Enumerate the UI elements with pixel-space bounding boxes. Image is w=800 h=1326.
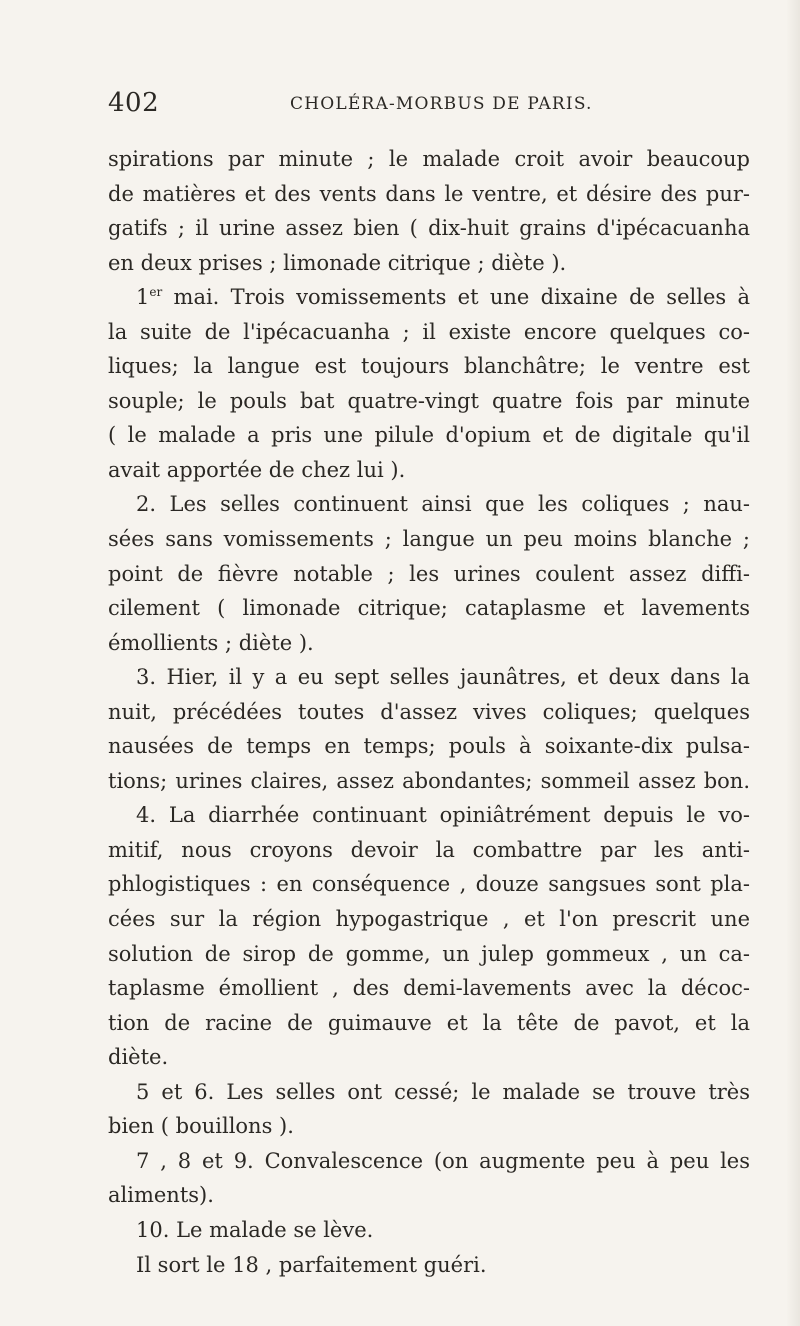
text-line: Il sort le 18 , parfaitement guéri. [136,1252,487,1277]
text-line-rest: mai. Trois vomissements et une dixaine de selles à [173,285,750,310]
text-line: souple; le pouls bat quatre-vingt quatre fois par minute [108,388,750,413]
text-line: de matières et des vents dans le ventre, et désire des pur- [108,181,750,206]
text-line: bien ( bouillons ). [108,1114,294,1139]
date-number: 1 [136,285,150,310]
page-header [108,88,748,128]
text-line: 4. La diarrhée continuant opiniâtrément depuis le vo- [136,803,750,828]
text-line: gatifs ; il urine assez bien ( dix-huit grains d'ipécacuanha [108,216,750,241]
text-line: avait apportée de chez lui ). [108,457,406,482]
text-line: 3. Hier, il y a eu sept selles jaunâtres, et deux dans la [136,665,750,690]
text-line: sées sans vomissements ; langue un peu moins blanche ; [108,527,750,552]
text-line: cées sur la région hypogastrique , et l'on prescrit une [108,907,750,932]
text-line: liques; la langue est toujours blanchâtre; le ventre est [108,354,750,379]
text-line [108,280,750,315]
text-line: phlogistiques : en conséquence , douze sangsues sont pla- [108,872,750,897]
text-line: tion de racine de guimauve et la tête de pavot, et la [108,1010,750,1035]
text-line: ( le malade a pris une pilule d'opium et de digitale qu'il [108,423,750,448]
text-line: 7 , 8 et 9. Convalescence (on augmente peu à peu les [136,1148,750,1173]
text-line: émollients ; diète ). [108,630,314,655]
text-line: spirations par minute ; le malade croit avoir beaucoup [108,147,750,171]
text-line: cilement ( limonade citrique; cataplasme et lavements [108,596,750,621]
text-line: diète. [108,1045,169,1070]
text-line: tions; urines claires, assez abondantes; sommeil assez bon. [108,768,750,793]
text-line: 10. Le malade se lève. [136,1217,374,1242]
text-line: mitif, nous croyons devoir la combattre par les anti- [108,837,750,862]
text-line: 5 et 6. Les selles ont cessé; le malade se trouve très [136,1079,750,1104]
date-superscript: er [149,285,163,300]
text-line: la suite de l'ipécacuanha ; il existe encore quelques co- [108,319,750,344]
page-number: 402 [108,88,160,118]
text-line: nausées de temps en temps; pouls à soixante-dix pulsa- [108,734,750,759]
text-line: solution de sirop de gomme, un julep gommeux , un ca- [108,941,750,966]
text-line: point de fièvre notable ; les urines coulent assez diffi- [108,561,750,586]
text-line: aliments). [108,1183,214,1208]
text-line: nuit, précédées toutes d'assez vives coliques; quelques [108,699,750,724]
page-edge-shadow [786,0,800,1326]
text-line: taplasme émollient , des demi-lavements avec la décoc- [108,976,750,1001]
running-head: CHOLÉRA-MORBUS DE PARIS. [290,94,593,114]
text-line: 2. Les selles continuent ainsi que les coliques ; nau- [136,492,750,517]
body-text [108,142,750,1282]
text-line: en deux prises ; limonade citrique ; diète ). [108,250,567,275]
